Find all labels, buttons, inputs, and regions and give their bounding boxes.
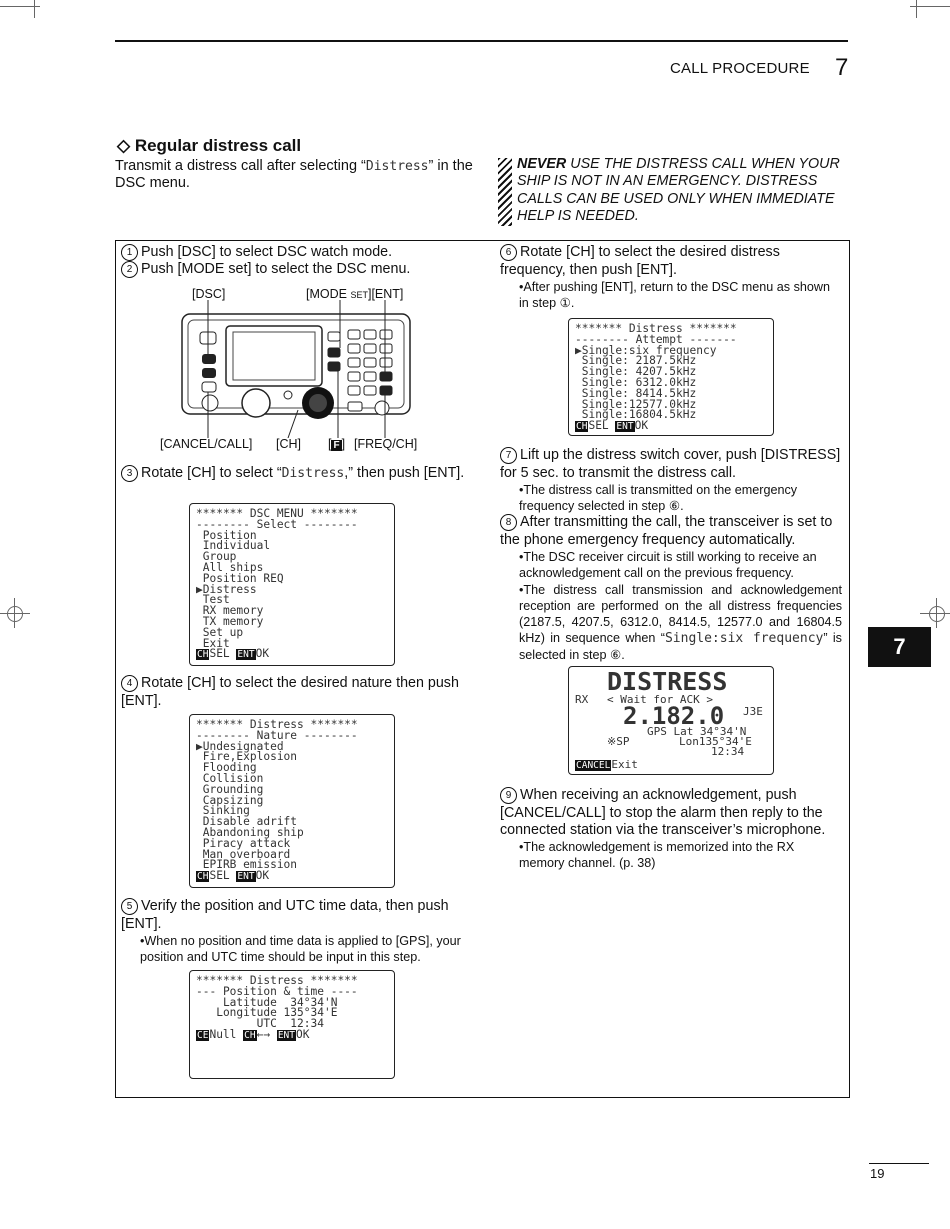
page-title: ◇ Regular distress call [117,136,302,155]
diamond-icon: ◇ [117,136,131,155]
step-5: 5 Verify the position and UTC time data, then push [ENT]. [121,898,449,932]
step-8: 8 After transmitting the call, the transceiver is set to the phone emergency frequency automatically. [500,514,833,548]
registration-mark-line [920,613,950,614]
lcd-line: -------- Nature -------- [196,728,358,742]
lcd-line: Position [196,528,257,542]
step-9-note: •The acknowledgement is memorized into the RX memory channel. (p. 38) [519,840,795,870]
lcd-line: UTC 12:34 [196,1017,324,1031]
step-6-note: •After pushing [ENT], return to the DSC menu as shown in step ①. [519,280,831,310]
lcd-line: Test [196,593,230,607]
lcd-distress-title: DISTRESS [607,667,728,696]
lcd-line: Disable adrift [196,815,298,829]
lcd-dsc-menu [189,503,395,666]
lcd-line: ******* Distress ******* [575,322,737,335]
lcd-line: ▶Single:six frequency [575,343,717,357]
step-9: 9 When receiving an acknowledgement, push [CANCEL/CALL] to stop the alarm then reply to the connected station via the transceiver’s microphone. [500,787,826,838]
lcd-line: ▶Distress [196,582,257,596]
lcd-sp: ※SP [607,735,630,748]
warning-text: NEVER USE THE DISTRESS CALL WHEN YOUR SHIP IS NOT IN AN EMERGENCY. DISTRESS CALLS CAN BE USED ONLY WHEN IMMEDIATE HELP IS NEEDED. [517,156,840,224]
lcd-rx: RX [575,693,589,706]
lcd-line: Exit [196,636,230,650]
lcd-frequency: 2.182.0 [623,702,725,730]
step-4: 4 Rotate [CH] to select the desired nature then push [ENT]. [121,675,459,709]
step-1: 1 Push [DSC] to select DSC watch mode. [121,244,471,262]
lcd-line: ******* Distress ******* [196,974,358,987]
lcd-mode: J3E [743,705,763,718]
chapter-number: 7 [835,54,849,81]
lcd-line: EPIRB emission [196,858,298,872]
lcd-line: Collision [196,771,264,785]
dsc-label: [DSC] [192,287,226,301]
step-6: 6 Rotate [CH] to select the desired distress frequency, then push [ENT]. [500,244,780,278]
section-header: CALL PROCEDURE [670,60,810,77]
transceiver-front-panel [178,300,418,438]
step-5-note: •When no position and time data is applied to [GPS], your position and UTC time should be input in this step. [140,934,461,964]
lcd-wait-ack: < Wait for ACK > [607,693,713,706]
page-number: 19 [870,1166,885,1181]
lcd-distress-wait [568,666,774,775]
lcd-softkeys: CHSEL ENTOK [576,419,649,433]
step-7: 7 Lift up the distress switch cover, push [DISTRESS] for 5 sec. to transmit the distress call. [500,447,841,481]
lcd-line: Single:16804.5kHz [575,408,697,422]
step-7-note: •The distress call is transmitted on the emergency frequency selected in step ⑥. [519,483,798,513]
lcd-distress-nature [189,714,395,888]
lcd-softkeys: CHSEL ENTOK [197,647,270,661]
lcd-line: Piracy attack [196,836,291,850]
lcd-line: Single: 8414.5kHz [575,386,697,400]
step-3: 3 Rotate [CH] to select “Distress,” then push [ENT]. [121,465,466,483]
lcd-line: Capsizing [196,793,264,807]
lcd-line: Abandoning ship [196,825,304,839]
lcd-lon: Lon135°34'E [679,735,752,748]
intro-text: Transmit a distress call after selecting “Distress” in the DSC menu. [115,158,473,191]
lcd-line: Latitude 34°34'N [196,995,338,1009]
lcd-line: TX memory [196,614,264,628]
lcd-line: Single: 6312.0kHz [575,375,697,389]
lcd-line: ▶Undesignated [196,739,284,753]
lcd-line: Single: 4207.5kHz [575,365,697,379]
lcd-time: 12:34 [711,745,745,758]
ch-label: [CH] [276,437,301,451]
freq-ch-label: [FREQ/CH] [354,437,418,451]
lcd-line: ******* DSC MENU ******* [196,507,358,520]
lcd-line: -------- Select -------- [196,517,358,531]
lcd-line: Position REQ [196,571,284,585]
lcd-line: -------- Attempt ------- [575,332,737,346]
registration-mark-line [0,613,30,614]
lcd-line: Longitude 135°34'E [196,1006,338,1020]
lcd-line: RX memory [196,604,264,618]
lcd-distress-attempt [568,318,774,436]
registration-mark-line [14,598,15,628]
lcd-gps-lat: GPS Lat 34°34'N [647,725,747,738]
mode-ent-label: [MODE SET][ENT] [306,287,404,301]
lcd-line: Individual [196,539,271,553]
step-8-note-1: •The DSC receiver circuit is still working to receive an acknowledgement call on the previous frequency. [519,550,817,580]
lcd-line: Fire,Explosion [196,750,298,764]
lcd-softkeys: CHSEL ENTOK [197,869,270,883]
registration-mark-line [936,598,937,628]
lcd-softkeys: CANCELExit [576,758,638,771]
warning-hatch-icon [498,158,512,226]
registration-mark [7,606,23,622]
footer-rule [869,1163,929,1164]
lcd-line: ******* Distress ******* [196,718,358,731]
registration-mark [929,606,945,622]
lcd-position-time [189,970,395,1079]
crop-mark [916,0,917,18]
lcd-line: All ships [196,560,264,574]
lcd-line: Grounding [196,782,264,796]
chapter-side-tab: 7 [868,627,931,667]
lcd-line: Man overboard [196,847,291,861]
lcd-line: Single:12577.0kHz [575,397,697,411]
lcd-line: --- Position & time ---- [196,984,358,998]
lcd-line: Set up [196,625,244,639]
lcd-line: Sinking [196,804,250,818]
cancel-call-label: [CANCEL/CALL] [160,437,253,451]
lcd-line: Group [196,550,237,564]
step-2: 2 Push [MODE set] to select the DSC menu. [121,261,471,279]
f-label: [ F ] [328,437,346,451]
lcd-line: Flooding [196,761,257,775]
header-rule [115,40,848,42]
lcd-line: Single: 2187.5kHz [575,354,697,368]
lcd-softkeys: CENull CH←→ ENTOK [197,1027,310,1041]
step-8-note-2: •The distress call transmission and acknowledgement reception are performed on the all distress frequencies (2187.5, 4207.5, 6312.0, 8414.5, 12577.0 and 16804.5 kHz) in sequence when “Single:six frequency” is selected in step ⑥. [519,583,842,662]
crop-mark [34,0,35,18]
